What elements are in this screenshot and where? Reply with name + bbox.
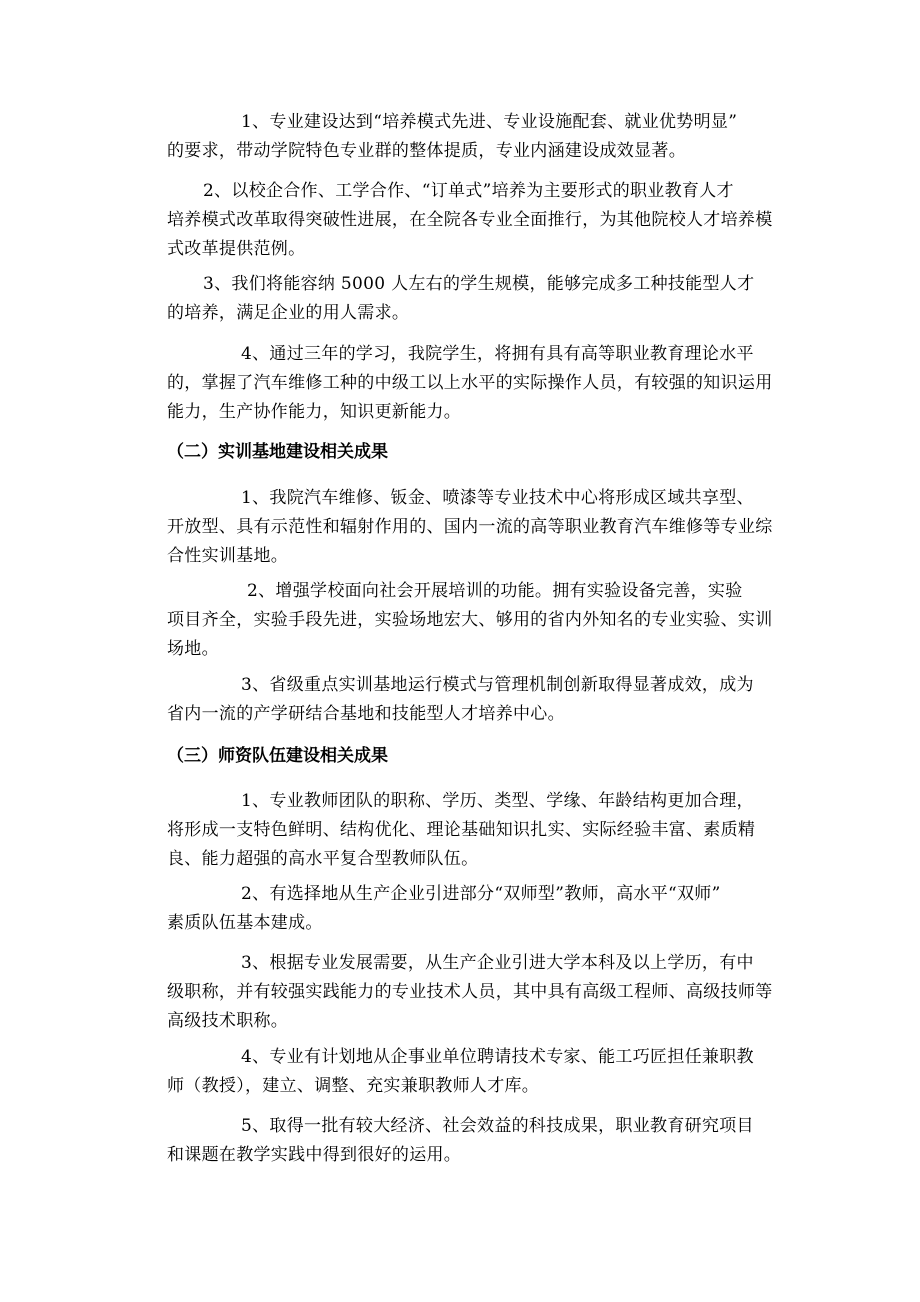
paragraph-body: 的，掌握了汽车维修工种的中级工以上水平的实际操作人员，有较强的知识运用能力，生产协作能力，知识更新能力。 [167,373,773,422]
paragraph-body: 的培养，满足企业的用人需求。 [167,303,410,323]
paragraph-first-line: 2、以校企合作、工学合作、“订单式”培养为主要形式的职业教育人才 [203,181,734,201]
paragraph-first-line: 3、我们将能容纳 5000 人左右的学生规模，能够完成多工种技能型人才 [203,274,755,294]
paragraph [167,577,787,664]
paragraph-body: 的要求，带动学院特色专业群的整体提质，专业内涵建设成效显著。 [167,141,686,161]
paragraph [167,177,787,264]
section-heading: （二）实训基地建设相关成果 [167,442,388,462]
paragraph [167,880,787,938]
section-heading: （三）师资队伍建设相关成果 [167,746,388,766]
paragraph-first-line: 2、增强学校面向社会开展培训的功能。拥有实验设备完善，实验 [247,581,743,601]
paragraph-body: 开放型、具有示范性和辐射作用的、国内一流的高等职业教育汽车维修等专业综合性实训基地。 [167,517,773,566]
paragraph [167,340,787,427]
paragraph-first-line: 4、专业有计划地从企事业单位聘请技术专家、能工巧匠担任兼职教 [241,1047,754,1067]
paragraph-first-line: 5、取得一批有较大经济、社会效益的科技成果，职业教育研究项目 [241,1116,754,1136]
paragraph [167,787,787,874]
paragraph-body: 项目齐全，实验手段先进，实验场地宏大、够用的省内外知名的专业实验、实训场地。 [167,610,773,659]
paragraph [167,949,787,1036]
paragraph [167,108,787,166]
paragraph-first-line: 3、省级重点实训基地运行模式与管理机制创新取得显著成效，成为 [241,675,754,695]
paragraph [167,1112,787,1170]
paragraph-first-line: 1、我院汽车维修、钣金、喷漆等专业技术中心将形成区域共享型、 [241,488,754,508]
paragraph-first-line: 4、通过三年的学习，我院学生，将拥有具有高等职业教育理论水平 [241,344,754,364]
paragraph-first-line: 1、专业建设达到“培养模式先进、专业设施配套、就业优势明显” [241,112,738,132]
paragraph [167,671,787,729]
paragraph [167,484,787,571]
paragraph-first-line: 2、有选择地从生产企业引进部分“双师型”教师，高水平“双师” [241,884,721,904]
paragraph [167,1043,787,1101]
paragraph-body: 师（教授），建立、调整、充实兼职教师人才库。 [167,1076,540,1096]
paragraph-body: 培养模式改革取得突破性进展，在全院各专业全面推行，为其他院校人才培养模式改革提供范例。 [167,210,773,259]
paragraph-body: 素质队伍基本建成。 [167,913,323,933]
paragraph-body: 省内一流的产学研结合基地和技能型人才培养中心。 [167,704,565,724]
paragraph-first-line: 3、根据专业发展需要，从生产企业引进大学本科及以上学历，有中 [241,953,754,973]
paragraph [167,270,787,328]
paragraph-body: 和课题在教学实践中得到很好的运用。 [167,1145,462,1165]
paragraph-first-line: 1、专业教师团队的职称、学历、类型、学缘、年龄结构更加合理， [241,791,754,811]
paragraph-body: 级职称，并有较强实践能力的专业技术人员，其中具有高级工程师、高级技师等高级技术职称。 [167,982,773,1031]
paragraph-body: 将形成一支特色鲜明、结构优化、理论基础知识扎实、实际经验丰富、素质精良、能力超强的高水平复合型教师队伍。 [167,820,756,869]
